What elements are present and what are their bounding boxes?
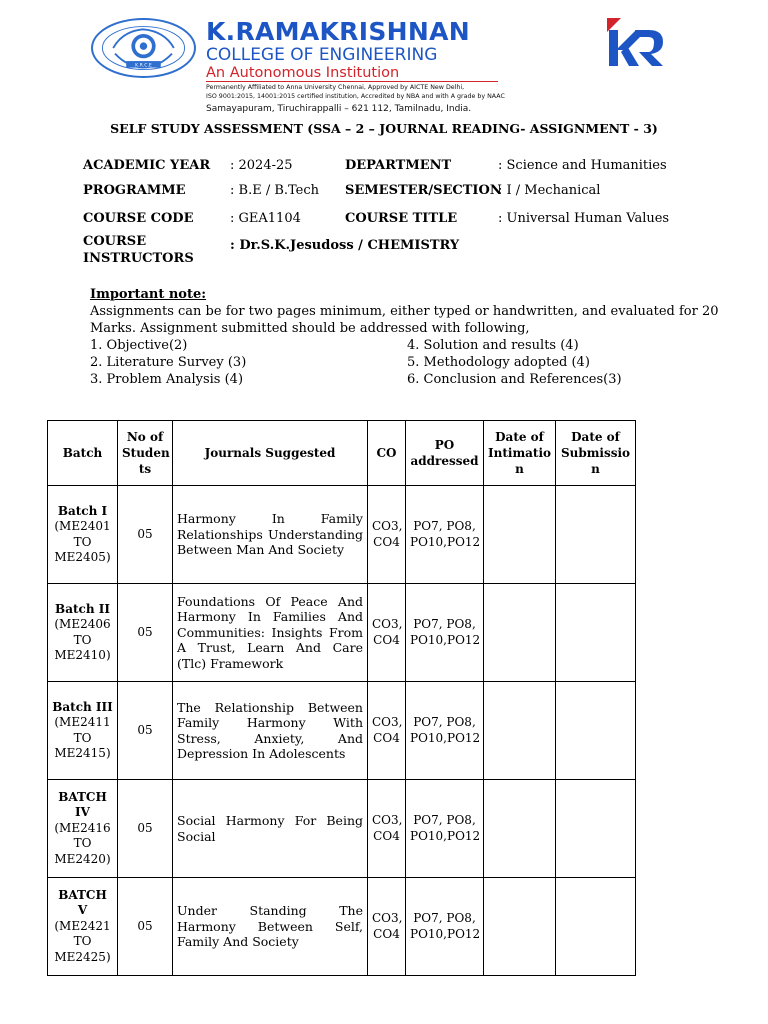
criterion: 3. Problem Analysis (4) — [90, 372, 244, 387]
course-title-value: : Universal Human Values — [498, 211, 670, 226]
submission-date-cell — [556, 878, 636, 976]
journal-cell: Social Harmony For Being Social — [173, 780, 368, 878]
col-header-students: No of Studen ts — [118, 421, 173, 486]
batch-cell: Batch II (ME2406 TO ME2410) — [48, 584, 118, 682]
intimation-date-cell — [484, 780, 556, 878]
batch-journal-table — [47, 420, 636, 976]
col-header-intimation: Date of Intimatio n — [484, 421, 556, 486]
academic-year-label: ACADEMIC YEAR — [83, 158, 211, 173]
assessment-title: SELF STUDY ASSESSMENT (SSA – 2 – JOURNAL READING- ASSIGNMENT - 3) — [110, 121, 658, 136]
kr-logo — [605, 16, 667, 68]
col-header-journals: Journals Suggested — [173, 421, 368, 486]
journal-cell: Under Standing The Harmony Between Self, Family And Society — [173, 878, 368, 976]
semester-value: : I / Mechanical — [498, 183, 601, 198]
college-letterhead — [206, 18, 506, 115]
college-name: K.RAMAKRISHNAN — [206, 17, 470, 46]
programme-value: : B.E / B.Tech — [230, 183, 320, 198]
po-cell: PO7, PO8, PO10,PO12 — [406, 486, 484, 584]
table-header-row — [48, 421, 636, 486]
criteria-row — [90, 337, 660, 354]
criteria-row — [90, 371, 660, 388]
criterion: 6. Conclusion and References(3) — [407, 372, 622, 387]
table-row — [48, 584, 636, 682]
programme-label: PROGRAMME — [83, 183, 186, 198]
students-cell: 05 — [118, 584, 173, 682]
students-cell: 05 — [118, 682, 173, 780]
course-title-label: COURSE TITLE — [345, 211, 458, 226]
batch-cell: Batch III (ME2411 TO ME2415) — [48, 682, 118, 780]
instructors-value: : Dr.S.K.Jesudoss / CHEMISTRY — [230, 238, 460, 253]
submission-date-cell — [556, 682, 636, 780]
col-header-submission: Date of Submissio n — [556, 421, 636, 486]
criterion: 5. Methodology adopted (4) — [407, 355, 590, 370]
table-row — [48, 878, 636, 976]
college-address: Samayapuram, Tiruchirappalli – 621 112, Tamilnadu, India. — [206, 104, 472, 114]
important-note — [90, 286, 719, 388]
po-cell: PO7, PO8, PO10,PO12 — [406, 682, 484, 780]
students-cell: 05 — [118, 878, 173, 976]
intimation-date-cell — [484, 486, 556, 584]
co-cell: CO3, CO4 — [368, 878, 406, 976]
co-cell: CO3, CO4 — [368, 682, 406, 780]
co-cell: CO3, CO4 — [368, 584, 406, 682]
submission-date-cell — [556, 780, 636, 878]
co-cell: CO3, CO4 — [368, 486, 406, 584]
accreditation-text: Permanently Affiliated to Anna University Chennai, Approved by AICTE New Delhi, ISO 9001:2015, 14001:2015 certified institution, Accredited by NBA and with A grade by NAAC — [206, 84, 505, 100]
table-row — [48, 780, 636, 878]
intimation-date-cell — [484, 682, 556, 780]
journal-cell: Foundations Of Peace And Harmony In Families And Communities: Insights From A Trust, Learn And Care (Tlc) Framework — [173, 584, 368, 682]
col-header-batch: Batch — [48, 421, 118, 486]
col-header-po: PO addressed — [406, 421, 484, 486]
criterion: 2. Literature Survey (3) — [90, 355, 247, 370]
table-row — [48, 486, 636, 584]
students-cell: 05 — [118, 780, 173, 878]
college-subtitle: COLLEGE OF ENGINEERING — [206, 45, 438, 65]
intimation-date-cell — [484, 584, 556, 682]
batch-cell: Batch I (ME2401 TO ME2405) — [48, 486, 118, 584]
note-text-line1: Assignments can be for two pages minimum, either typed or handwritten, and evaluated for 20 — [90, 304, 719, 319]
table-row — [48, 682, 636, 780]
journal-cell: Harmony In Family Relationships Understanding Between Man And Society — [173, 486, 368, 584]
criterion: 1. Objective(2) — [90, 338, 188, 353]
note-text-line2: Marks. Assignment submitted should be addressed with following, — [90, 321, 530, 336]
journal-cell: The Relationship Between Family Harmony With Stress, Anxiety, And Depression In Adolescents — [173, 682, 368, 780]
submission-date-cell — [556, 584, 636, 682]
criterion: 4. Solution and results (4) — [407, 338, 579, 353]
course-code-value: : GEA1104 — [230, 211, 301, 226]
po-cell: PO7, PO8, PO10,PO12 — [406, 584, 484, 682]
note-heading: Important note: — [90, 287, 207, 302]
students-cell: 05 — [118, 486, 173, 584]
po-cell: PO7, PO8, PO10,PO12 — [406, 878, 484, 976]
intimation-date-cell — [484, 878, 556, 976]
svg-text:K.R.C.E: K.R.C.E — [135, 63, 152, 69]
autonomous-tagline: An Autonomous Institution — [206, 65, 498, 82]
co-cell: CO3, CO4 — [368, 780, 406, 878]
semester-label: SEMESTER/SECTION — [345, 183, 502, 198]
submission-date-cell — [556, 486, 636, 584]
col-header-co: CO — [368, 421, 406, 486]
department-label: DEPARTMENT — [345, 158, 452, 173]
batch-cell: BATCH IV (ME2416 TO ME2420) — [48, 780, 118, 878]
criteria-row — [90, 354, 660, 371]
po-cell: PO7, PO8, PO10,PO12 — [406, 780, 484, 878]
college-seal-logo — [91, 18, 196, 78]
instructors-label: COURSE INSTRUCTORS — [83, 234, 194, 266]
department-value: : Science and Humanities — [498, 158, 667, 173]
academic-year-value: : 2024-25 — [230, 158, 293, 173]
course-info — [83, 158, 683, 270]
course-code-label: COURSE CODE — [83, 211, 194, 226]
batch-cell: BATCH V (ME2421 TO ME2425) — [48, 878, 118, 976]
